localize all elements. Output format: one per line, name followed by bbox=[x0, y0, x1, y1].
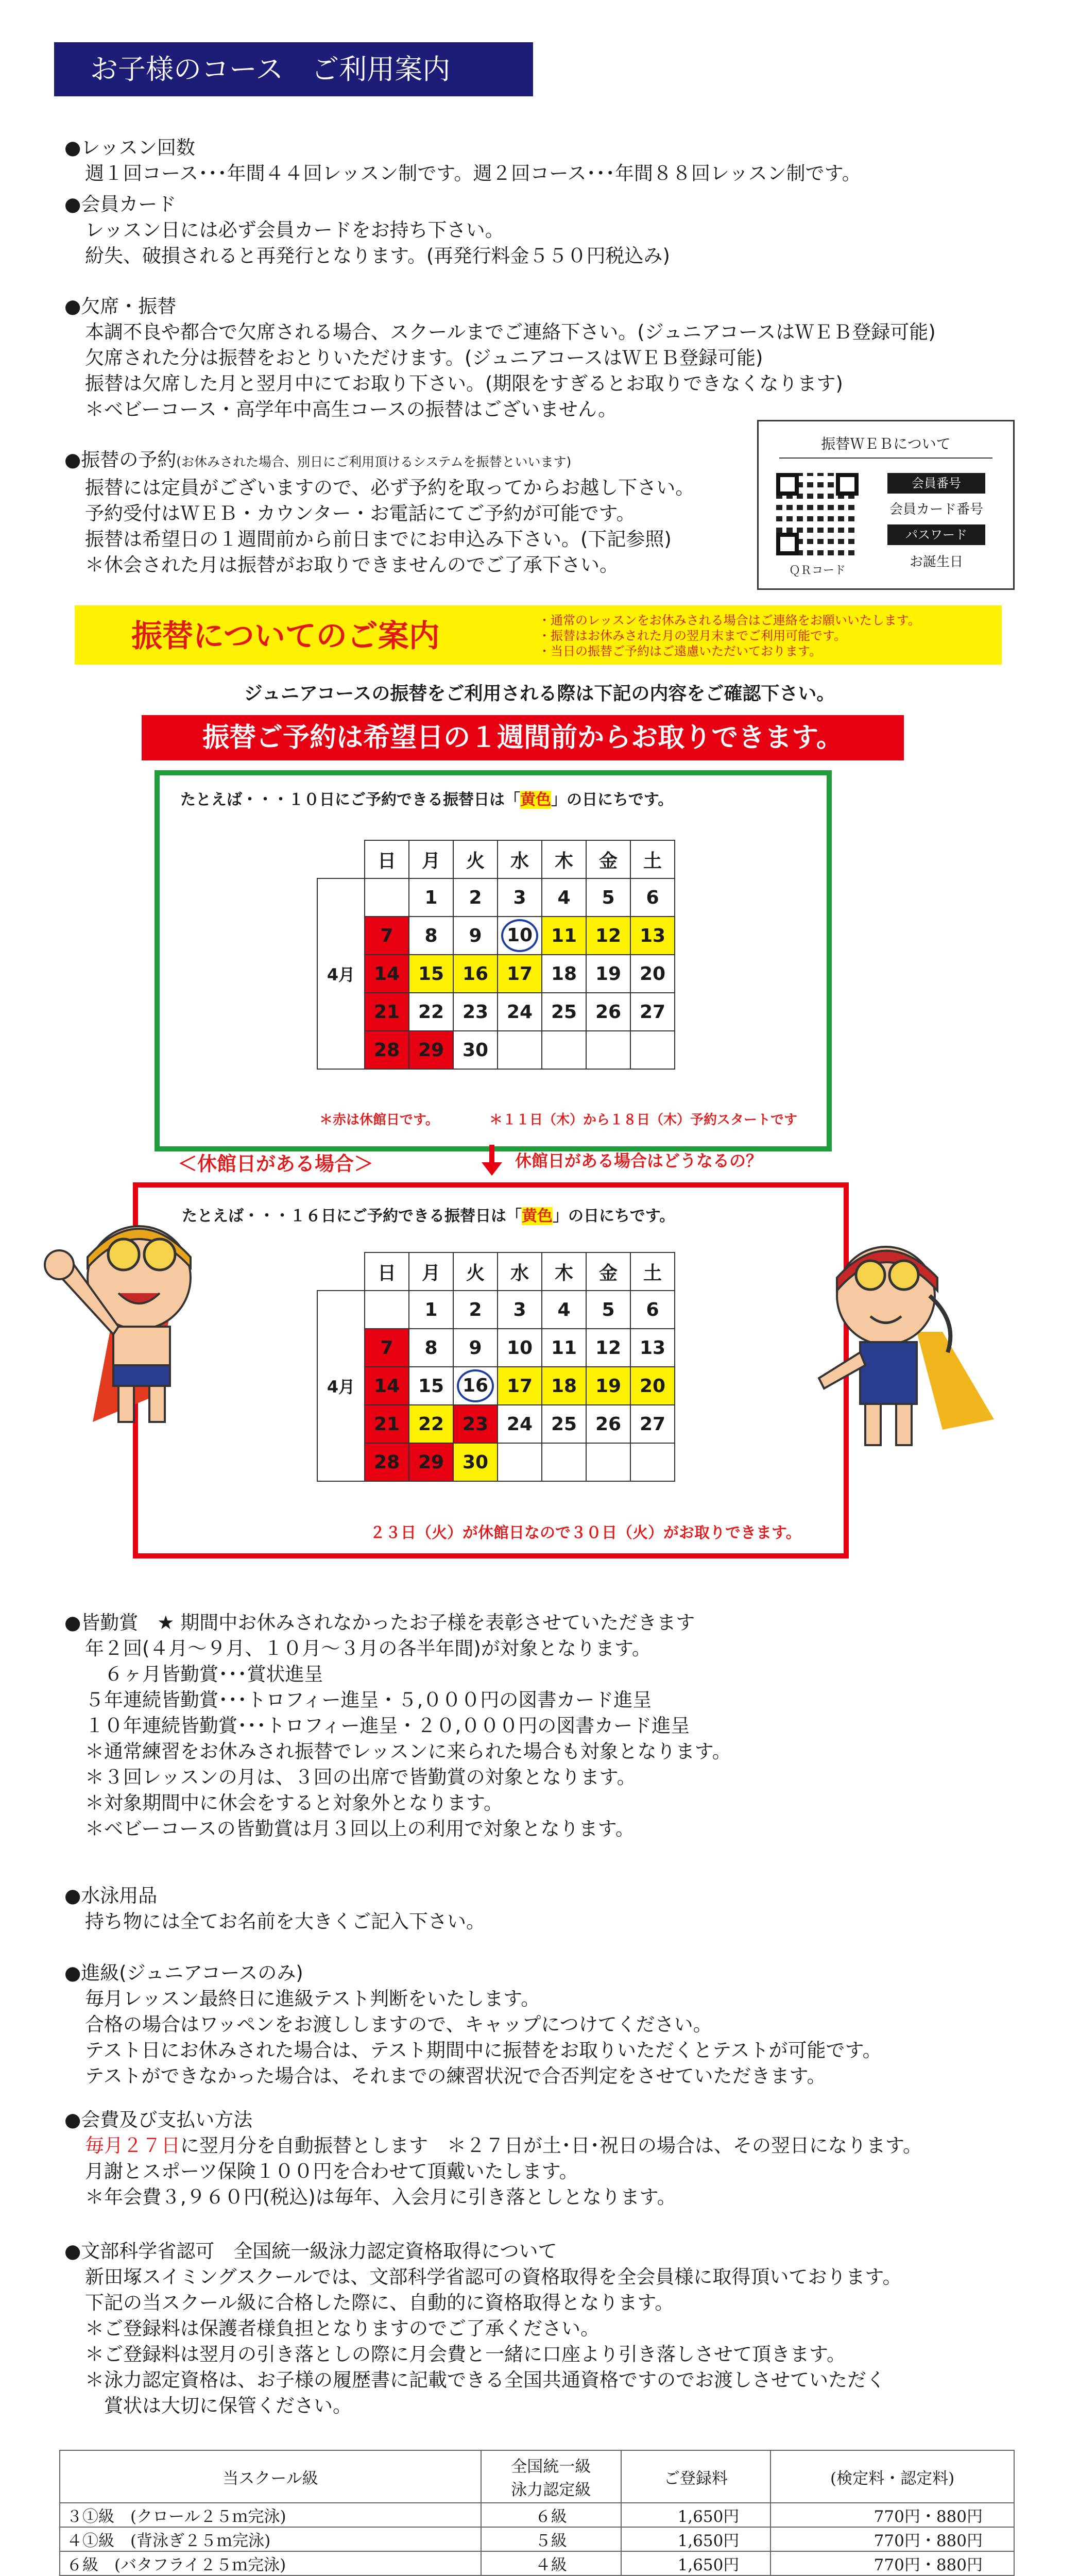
password-text: お誕生日 bbox=[909, 554, 963, 570]
section-line: 持ち物には全てお名前を大きくご記入下さい。 bbox=[85, 1910, 485, 1933]
weekday-header: 土 bbox=[630, 840, 675, 878]
calendar-2 bbox=[317, 1252, 675, 1482]
transfer-guide-band bbox=[75, 605, 1002, 665]
section-card bbox=[64, 192, 670, 269]
weekday-header: 日 bbox=[365, 840, 409, 878]
example-text-pre: たとえば・・・１０日にご予約できる振替日は「 bbox=[180, 791, 520, 809]
section-title: ●文部科学省認可 全国統一級泳力認定資格取得について bbox=[64, 2240, 557, 2262]
section-line: 振替には定員がございますので、必ず予約を取ってからお越し下さい。 bbox=[85, 477, 695, 499]
table-cell: 770円・880円 bbox=[770, 2527, 1014, 2551]
member-number-text: 会員カード番号 bbox=[889, 502, 983, 517]
calendar-day: 11 bbox=[542, 1329, 586, 1367]
section-line: ＊通常練習をお休みされ振替でレッスンに来られた場合も対象となります。 bbox=[85, 1740, 731, 1762]
calendar-day: 5 bbox=[586, 878, 630, 917]
section-lessons bbox=[64, 135, 861, 187]
calendar-day: 17 bbox=[498, 1367, 542, 1405]
section-promotion bbox=[64, 1960, 882, 2089]
calendar-day: 28 bbox=[365, 1443, 409, 1481]
calendar-day: 23 bbox=[453, 993, 498, 1031]
weekday-header: 土 bbox=[630, 1252, 675, 1291]
table-cell: ６級 bbox=[481, 2503, 621, 2527]
calendar-day: 12 bbox=[586, 917, 630, 955]
calendar-day: 21 bbox=[365, 993, 409, 1031]
table-header: 全国統一級 泳力認定級 bbox=[481, 2450, 621, 2503]
weekday-header: 金 bbox=[586, 1252, 630, 1291]
section-title: ●会員カード bbox=[64, 193, 177, 215]
calendar-day bbox=[365, 1291, 409, 1329]
section-line: ＊ベビーコース・高学年中高生コースの振替はございません。 bbox=[85, 398, 618, 420]
section-swim-gear bbox=[64, 1883, 485, 1935]
weekday-header: 月 bbox=[409, 1252, 453, 1291]
section-line: 新田塚スイミングスクールでは、文部科学省認可の資格取得を全会員様に取得頂いております。 bbox=[85, 2266, 902, 2288]
weekday-header: 火 bbox=[453, 840, 498, 878]
calendar-day: 25 bbox=[542, 993, 586, 1031]
reserve-start-note: ＊１１日（木）から１８日（木）予約スタートです bbox=[489, 1112, 798, 1128]
calendar-day bbox=[630, 1443, 675, 1481]
table-cell: ３①級 (クロール２５ｍ完泳) bbox=[60, 2503, 481, 2527]
note-line: ・振替はお休みされた月の翌月末までご利用可能です。 bbox=[538, 629, 847, 643]
section-line: １０年連続皆勤賞･･･トロフィー進呈・２０,０００円の図書カード進呈 bbox=[85, 1715, 690, 1737]
section-line: 本調不良や都合で欠席される場合、スクールまでご連絡下さい。(ジュニアコースはＷＥＢ登録可能) bbox=[85, 321, 936, 343]
reservation-rule-band: 振替ご予約は希望日の１週間前からお取りできます。 bbox=[142, 715, 904, 760]
section-line: ５年連続皆勤賞･･･トロフィー進呈・５,０００円の図書カード進呈 bbox=[85, 1689, 652, 1711]
calendar-day: 5 bbox=[586, 1291, 630, 1329]
calendar-day: 1 bbox=[409, 1291, 453, 1329]
calendar-day: 7 bbox=[365, 1329, 409, 1367]
section-title: ●皆勤賞 ★ 期間中お休みされなかったお子様を表彰させていただきます bbox=[64, 1612, 695, 1634]
section-line: 月謝とスポーツ保険１００円を合わせて頂戴いたします。 bbox=[85, 2160, 578, 2182]
calendar-day: 27 bbox=[630, 993, 675, 1031]
web-box-title: 振替ＷＥＢについて bbox=[759, 433, 1013, 453]
section-line: 年２回(４月～９月、１０月～３月の各半年間)が対象となります。 bbox=[85, 1637, 651, 1659]
calendar-day: 22 bbox=[409, 993, 453, 1031]
calendar-day: 19 bbox=[586, 955, 630, 993]
section-line: ６ヶ月皆勤賞･･･賞状進呈 bbox=[85, 1663, 323, 1685]
calendar-day: 12 bbox=[586, 1329, 630, 1367]
section-title: ●欠席・振替 bbox=[64, 295, 177, 317]
calendar-day: 15 bbox=[409, 955, 453, 993]
calendar-day: 30 bbox=[453, 1031, 498, 1069]
swimmer-boy-illustration bbox=[36, 1211, 221, 1427]
weekday-header: 木 bbox=[542, 840, 586, 878]
section-line: ＊ベビーコースの皆勤賞は月３回以上の利用で対象となります。 bbox=[85, 1818, 635, 1840]
calendar-day: 1 bbox=[409, 878, 453, 917]
table-cell: ６級 (バタフライ２５ｍ完泳) bbox=[60, 2551, 481, 2575]
note-line: ・通常のレッスンをお休みされる場合はご連絡をお願いいたします。 bbox=[538, 613, 920, 628]
example-box-1 bbox=[155, 770, 832, 1151]
calendar-day: 11 bbox=[542, 917, 586, 955]
calendar-corner bbox=[317, 840, 365, 878]
calendar-day bbox=[630, 1031, 675, 1069]
example-highlight: 黄色 bbox=[522, 1207, 553, 1225]
section-fees bbox=[64, 2107, 922, 2210]
arrow-down-icon bbox=[482, 1145, 502, 1176]
qr-caption: ＱＲコード bbox=[789, 564, 846, 577]
section-line: 下記の当スクール級に合格した際に、自動的に資格取得となります。 bbox=[85, 2292, 674, 2314]
calendar-month: 4月 bbox=[317, 878, 365, 1069]
calendar-day: 30 bbox=[453, 1443, 498, 1481]
calendar-day: 28 bbox=[365, 1031, 409, 1069]
calendar-day: 29 bbox=[409, 1031, 453, 1069]
closed-day-label: ＜休館日がある場合＞ bbox=[178, 1153, 374, 1175]
section-line: ＊ご登録料は保護者様負担となりますのでご了承ください。 bbox=[85, 2317, 600, 2340]
table-row bbox=[60, 2503, 1014, 2527]
calendar-day: 14 bbox=[365, 1367, 409, 1405]
section-awards bbox=[64, 1610, 731, 1842]
example-box-2 bbox=[133, 1182, 849, 1558]
calendar-day: 19 bbox=[586, 1367, 630, 1405]
section-line: ＊３回レッスンの月は、３回の出席で皆勤賞の対象となります。 bbox=[85, 1766, 636, 1788]
junior-note: ジュニアコースの振替をご利用される際は下記の内容をご確認下さい。 bbox=[244, 683, 835, 704]
calendar-day: 27 bbox=[630, 1405, 675, 1443]
calendar-day: 20 bbox=[630, 955, 675, 993]
calendar-day: 13 bbox=[630, 917, 675, 955]
closed-day-question: 休館日がある場合はどうなるの？ bbox=[515, 1151, 763, 1171]
section-absence bbox=[64, 294, 936, 422]
web-info-box bbox=[757, 420, 1015, 590]
qr-code-icon[interactable] bbox=[776, 473, 859, 555]
example-2-text bbox=[182, 1203, 675, 1226]
section-line: ＊泳力認定資格は、お子様の履歴書に記載できる全国共通資格ですのでお渡しさせていただく bbox=[85, 2369, 885, 2391]
calendar-day: 18 bbox=[542, 1367, 586, 1405]
calendar-day: 25 bbox=[542, 1405, 586, 1443]
section-reserve bbox=[64, 447, 694, 578]
table-header: ご登録料 bbox=[621, 2450, 771, 2503]
weekday-header: 月 bbox=[409, 840, 453, 878]
calendar-day bbox=[586, 1031, 630, 1069]
section-title: ●水泳用品 bbox=[64, 1885, 158, 1907]
section-line: 賞状は大切に保管ください。 bbox=[85, 2395, 352, 2417]
calendar-day: 24 bbox=[498, 993, 542, 1031]
certification-fee-table bbox=[59, 2450, 1015, 2576]
section-title: ●レッスン回数 bbox=[64, 137, 195, 159]
calendar-day: 2 bbox=[453, 1291, 498, 1329]
section-line: レッスン日には必ず会員カードをお持ち下さい。 bbox=[85, 219, 504, 241]
member-number-pill: 会員番号 bbox=[887, 473, 985, 494]
section-line: テスト日にお休みされた場合は、テスト期間中に振替をお取りいただくとテストが可能です。 bbox=[85, 2039, 882, 2061]
note-line: ・当日の振替ご予約はご遠慮いただいております。 bbox=[538, 644, 822, 658]
calendar-day bbox=[542, 1443, 586, 1481]
table-row bbox=[60, 2551, 1014, 2575]
transfer-guide-title: 振替についてのご案内 bbox=[131, 618, 440, 654]
table-cell: ４級 bbox=[481, 2551, 621, 2575]
calendar-day: 16 bbox=[453, 1367, 498, 1405]
calendar-month: 4月 bbox=[317, 1291, 365, 1481]
table-cell: 1,650円 bbox=[621, 2551, 771, 2575]
calendar-corner bbox=[317, 1252, 365, 1291]
password-pill: パスワード bbox=[887, 524, 985, 545]
section-line: テストができなかった場合は、それまでの練習状況で合否判定をさせていただきます。 bbox=[85, 2065, 826, 2087]
section-title: ●振替の予約 bbox=[64, 449, 177, 471]
transfer-guide-notes bbox=[538, 613, 920, 659]
table-header: (検定料・認定料) bbox=[770, 2450, 1014, 2503]
closed-day-note: ＊赤は休館日です。 bbox=[319, 1112, 439, 1128]
calendar-day: 6 bbox=[630, 878, 675, 917]
calendar-day: 9 bbox=[453, 1329, 498, 1367]
calendar-day bbox=[586, 1443, 630, 1481]
page-title: お子様のコース ご利用案内 bbox=[54, 42, 533, 96]
table-cell: ５級 bbox=[481, 2527, 621, 2551]
table-cell: 1,650円 bbox=[621, 2527, 771, 2551]
calendar-day: 3 bbox=[498, 878, 542, 917]
calendar-day: 24 bbox=[498, 1405, 542, 1443]
section-line: に翌月分を自動振替とします ＊２７日が土･日･祝日の場合は、その翌日になります。 bbox=[180, 2134, 922, 2157]
section-line: 振替は欠席した月と翌月中にてお取り下さい。(期限をすぎるとお取りできなくなります) bbox=[85, 372, 843, 395]
section-line: 紛失、破損されると再発行となります。(再発行料金５５０円税込み) bbox=[85, 245, 670, 267]
example-2-foot: ２３日（火）が休館日なので３０日（火）がお取りできます。 bbox=[370, 1524, 801, 1542]
calendar-day: 9 bbox=[453, 917, 498, 955]
calendar-day: 4 bbox=[542, 878, 586, 917]
calendar-day: 10 bbox=[498, 917, 542, 955]
section-line: ＊ご登録料は翌月の引き落としの際に月会費と一緒に口座より引き落しさせて頂きます。 bbox=[85, 2343, 846, 2365]
section-line: ＊対象期間中に休会をすると対象外となります。 bbox=[85, 1792, 503, 1814]
section-title-note: (お休みされた場合、別日にご利用頂けるシステムを振替といいます) bbox=[176, 454, 572, 469]
example-text-post: 」の日にちです。 bbox=[551, 791, 674, 809]
calendar-day: 15 bbox=[409, 1367, 453, 1405]
calendar-day: 10 bbox=[498, 1329, 542, 1367]
calendar-1 bbox=[317, 840, 675, 1070]
example-1-text bbox=[180, 787, 673, 809]
section-line: 予約受付はＷＥＢ・カウンター・お電話にてご予約が可能です。 bbox=[85, 502, 636, 524]
example-text-pre: たとえば・・・１６日にご予約できる振替日は「 bbox=[182, 1207, 522, 1225]
table-cell: ４①級 (背泳ぎ２５ｍ完泳) bbox=[60, 2527, 481, 2551]
calendar-day: 22 bbox=[409, 1405, 453, 1443]
calendar-day bbox=[498, 1443, 542, 1481]
weekday-header: 水 bbox=[498, 840, 542, 878]
table-header: 当スクール級 bbox=[60, 2450, 481, 2503]
table-cell: 770円・880円 bbox=[770, 2551, 1014, 2575]
calendar-day: 13 bbox=[630, 1329, 675, 1367]
section-line: 振替は希望日の１週間前から前日までにお申込み下さい。(下記参照) bbox=[85, 528, 672, 550]
section-line: 毎月レッスン最終日に進級テスト判断をいたします。 bbox=[85, 1988, 540, 2010]
swimmer-girl-illustration bbox=[788, 1234, 1004, 1450]
calendar-day: 18 bbox=[542, 955, 586, 993]
example-highlight: 黄色 bbox=[520, 791, 551, 809]
section-title: ●進級(ジュニアコースのみ) bbox=[64, 1962, 303, 1984]
section-line: 週１回コース･･･年間４４回レッスン制です。週２回コース･･･年間８８回レッスン制です。 bbox=[85, 162, 861, 184]
weekday-header: 日 bbox=[365, 1252, 409, 1291]
section-line: ＊休会された月は振替がお取りできませんのでご了承下さい。 bbox=[85, 554, 619, 576]
weekday-header: 木 bbox=[542, 1252, 586, 1291]
table-cell: 770円・880円 bbox=[770, 2503, 1014, 2527]
example-text-post: 」の日にちです。 bbox=[553, 1207, 675, 1225]
calendar-day: 3 bbox=[498, 1291, 542, 1329]
calendar-day: 8 bbox=[409, 1329, 453, 1367]
calendar-day: 2 bbox=[453, 878, 498, 917]
weekday-header: 水 bbox=[498, 1252, 542, 1291]
weekday-header: 金 bbox=[586, 840, 630, 878]
section-certification bbox=[64, 2239, 901, 2419]
section-line: 合格の場合はワッペンをお渡ししますので、キャップにつけてください。 bbox=[85, 2013, 712, 2036]
calendar-day: 6 bbox=[630, 1291, 675, 1329]
calendar-day: 26 bbox=[586, 1405, 630, 1443]
section-title: ●会費及び支払い方法 bbox=[64, 2109, 253, 2131]
fee-date: 毎月２７日 bbox=[85, 2134, 180, 2157]
calendar-day: 23 bbox=[453, 1405, 498, 1443]
table-row bbox=[60, 2527, 1014, 2551]
calendar-day bbox=[542, 1031, 586, 1069]
calendar-day: 17 bbox=[498, 955, 542, 993]
calendar-day: 20 bbox=[630, 1367, 675, 1405]
calendar-day bbox=[498, 1031, 542, 1069]
calendar-day bbox=[365, 878, 409, 917]
calendar-day: 14 bbox=[365, 955, 409, 993]
calendar-day: 4 bbox=[542, 1291, 586, 1329]
calendar-day: 29 bbox=[409, 1443, 453, 1481]
weekday-header: 火 bbox=[453, 1252, 498, 1291]
calendar-day: 8 bbox=[409, 917, 453, 955]
calendar-day: 16 bbox=[453, 955, 498, 993]
calendar-day: 21 bbox=[365, 1405, 409, 1443]
table-cell: 1,650円 bbox=[621, 2503, 771, 2527]
section-line: ＊年会費３,９６０円(税込)は毎年、入会月に引き落としとなります。 bbox=[85, 2186, 676, 2208]
section-line: 欠席された分は振替をおとりいただけます。(ジュニアコースはＷＥＢ登録可能) bbox=[85, 347, 763, 369]
calendar-day: 26 bbox=[586, 993, 630, 1031]
calendar-day: 7 bbox=[365, 917, 409, 955]
